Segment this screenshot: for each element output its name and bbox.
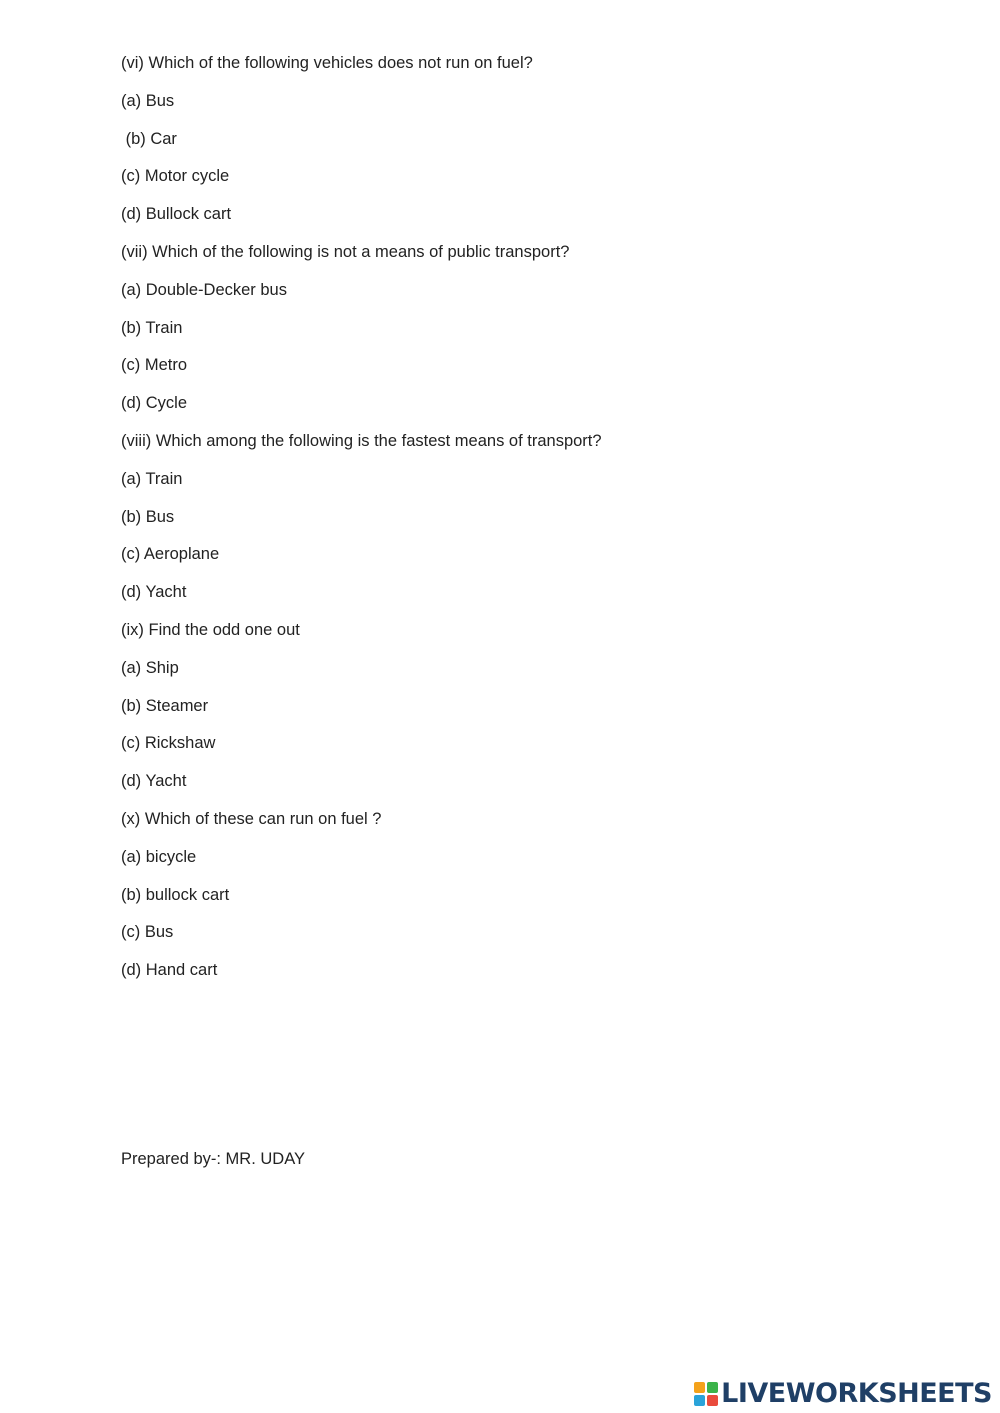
option-vii-d: (d) Cycle <box>121 394 188 412</box>
option-ix-a: (a) Ship <box>121 659 179 677</box>
option-viii-c: (c) Aeroplane <box>121 545 220 563</box>
logo-text: LIVEWORKSHEETS <box>721 1378 992 1409</box>
option-x-d: (d) Hand cart <box>121 961 218 979</box>
option-x-a: (a) bicycle <box>121 848 197 866</box>
question-viii: (viii) Which among the following is the fastest means of transport? <box>121 432 602 450</box>
option-ix-c: (c) Rickshaw <box>121 734 216 752</box>
option-x-b: (b) bullock cart <box>121 886 230 904</box>
option-viii-b: (b) Bus <box>121 508 175 526</box>
option-viii-d: (d) Yacht <box>121 583 187 601</box>
option-vi-a: (a) Bus <box>121 92 175 110</box>
option-vi-d: (d) Bullock cart <box>121 205 232 223</box>
question-vii: (vii) Which of the following is not a means of public transport? <box>121 243 570 261</box>
question-vi: (vi) Which of the following vehicles does not run on fuel? <box>121 54 533 72</box>
option-vi-c: (c) Motor cycle <box>121 167 230 185</box>
liveworksheets-logo[interactable] <box>694 1379 992 1409</box>
option-ix-b: (b) Steamer <box>121 697 209 715</box>
option-viii-a: (a) Train <box>121 470 183 488</box>
option-vi-b: (b) Car <box>121 130 177 148</box>
option-vii-b: (b) Train <box>121 319 183 337</box>
question-ix: (ix) Find the odd one out <box>121 621 300 639</box>
liveworksheets-logo-icon <box>694 1382 718 1406</box>
option-ix-d: (d) Yacht <box>121 772 187 790</box>
prepared-by-credit: Prepared by-: MR. UDAY <box>121 1150 305 1168</box>
option-x-c: (c) Bus <box>121 923 174 941</box>
option-vii-a: (a) Double-Decker bus <box>121 281 287 299</box>
question-x: (x) Which of these can run on fuel ? <box>121 810 382 828</box>
option-vii-c: (c) Metro <box>121 356 187 374</box>
